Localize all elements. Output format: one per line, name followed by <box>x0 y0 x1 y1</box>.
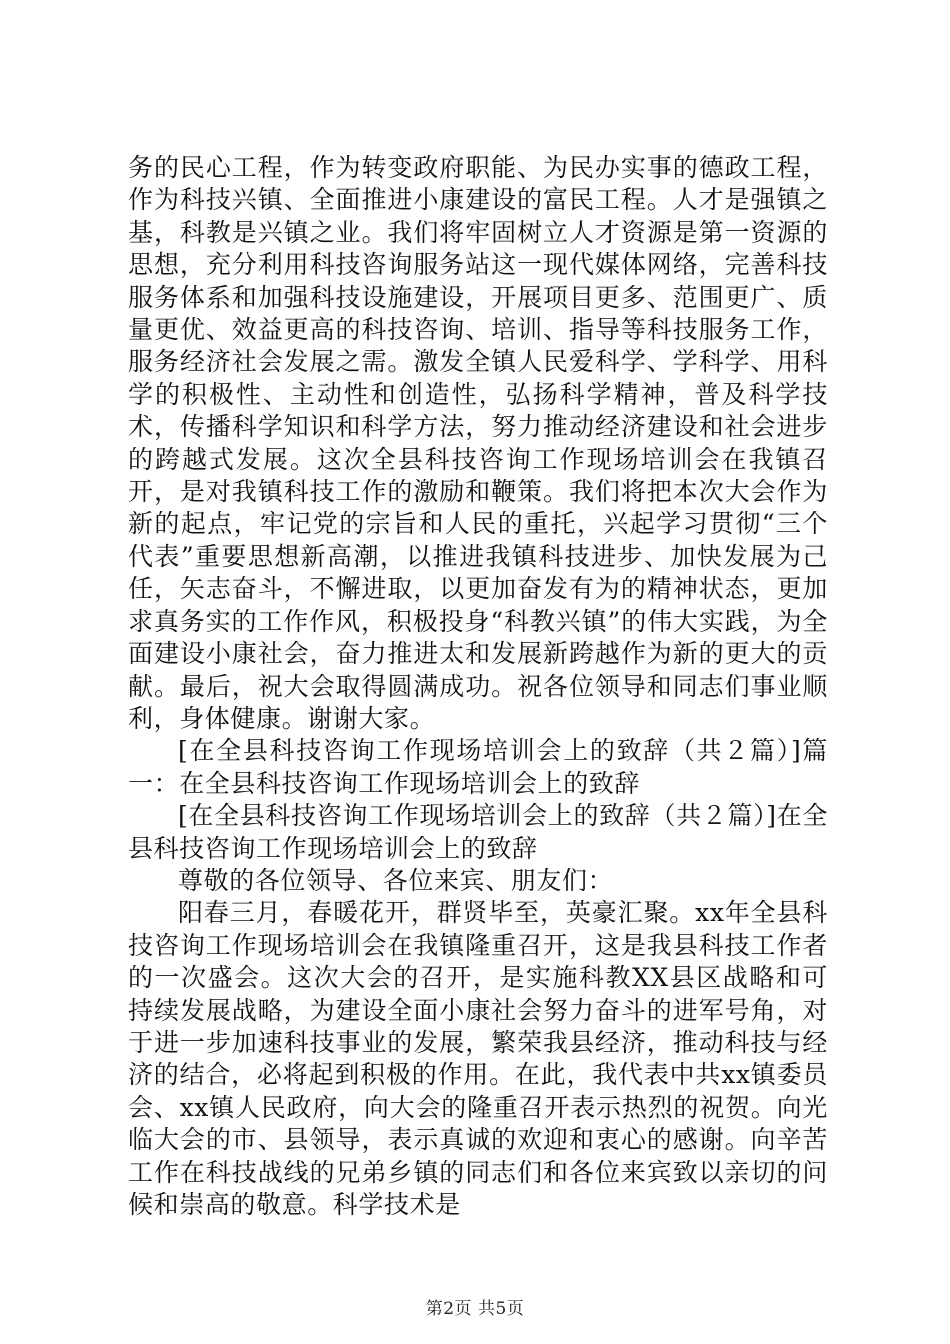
paragraph-heading-part-one: [在全县科技咨询工作现场培训会上的致辞（共２篇）]篇一：在全县科技咨询工作现场培训会上的致辞 <box>128 736 828 798</box>
paragraph-speech-body: 阳春三月，春暖花开，群贤毕至，英豪汇聚。xx年全县科技咨询工作现场培训会在我镇隆重召开，这是我县科技工作者的一次盛会。这次大会的召开，是实施科教XX县区战略和可持续发展战略，为建设全面小康社会努力奋斗的进军号角，对于进一步加速科技事业的发展，繁荣我县经济，推动科技与经济的结合，必将起到积极的作用。在此，我代表中共xx镇委员会、xx镇人民政府，向大会的隆重召开表示热烈的祝贺。向光临大会的市、县领导，表示真诚的欢迎和衷心的感谢。向辛苦工作在科技战线的兄弟乡镇的同志们和各位来宾致以亲切的问候和崇高的敬意。科学技术是 <box>128 898 828 1219</box>
paragraph-continuation: 务的民心工程，作为转变政府职能、为民办实事的德政工程，作为科技兴镇、全面推进小康建设的富民工程。人才是强镇之基，科教是兴镇之业。我们将牢固树立人才资源是第一资源的思想，充分利用科技咨询服务站这一现代媒体网络，完善科技服务体系和加强科技设施建设，开展项目更多、范围更广、质量更优、效益更高的科技咨询、培训、指导等科技服务工作，服务经济社会发展之需。激发全镇人民爱科学、学科学、用科学的积极性、主动性和创造性，弘扬科学精神，普及科学技术，传播科学知识和科学方法，努力推动经济建设和社会进步的跨越式发展。这次全县科技咨询工作现场培训会在我镇召开，是对我镇科技工作的激励和鞭策。我们将把本次大会作为新的起点，牢记党的宗旨和人民的重托，兴起学习贯彻“三个代表”重要思想新高潮，以推进我镇科技进步、加快发展为己任，矢志奋斗，不懈进取，以更加奋发有为的精神状态，更加求真务实的工作作风，积极投身“科教兴镇”的伟大实践，为全面建设小康社会，奋力推进太和发展新跨越作为新的更大的贡献。最后，祝大会取得圆满成功。祝各位领导和同志们事业顺利，身体健康。谢谢大家。 <box>128 153 828 733</box>
document-body <box>128 152 828 1221</box>
paragraph-heading-full: [在全县科技咨询工作现场培训会上的致辞（共２篇）]在全县科技咨询工作现场培训会上的致辞 <box>128 801 828 863</box>
page-number-footer: 第2页 共5页 <box>425 1299 525 1319</box>
paragraph-salutation: 尊敬的各位领导、各位来宾、朋友们： <box>178 865 614 895</box>
